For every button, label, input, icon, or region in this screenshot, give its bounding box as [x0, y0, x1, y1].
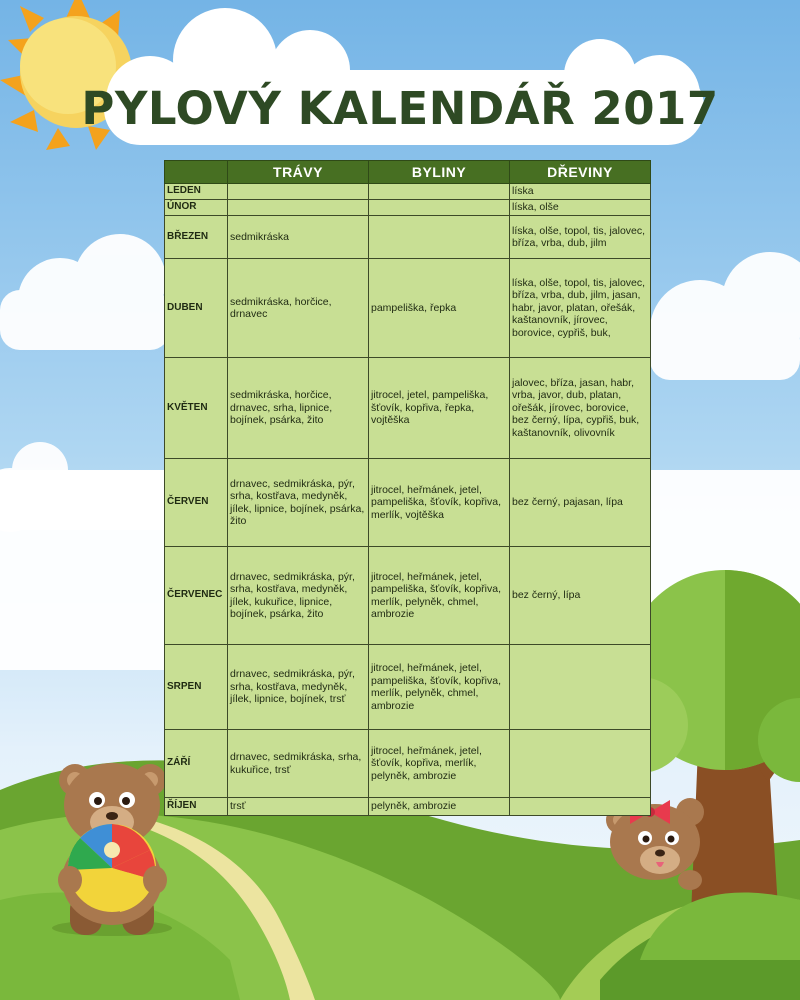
table-row — [165, 798, 651, 816]
month-cell: ČERVEN — [165, 459, 228, 547]
dreviny-cell — [510, 730, 651, 798]
dreviny-cell — [510, 798, 651, 816]
byliny-cell — [369, 200, 510, 216]
header-travy: TRÁVY — [228, 161, 369, 184]
header-byliny: BYLINY — [369, 161, 510, 184]
pollen-calendar-table — [164, 160, 651, 816]
table-row — [165, 730, 651, 798]
table-row — [165, 547, 651, 645]
table-row — [165, 459, 651, 547]
dreviny-cell: bez černý, pajasan, lípa — [510, 459, 651, 547]
byliny-cell: pelyněk, ambrozie — [369, 798, 510, 816]
byliny-cell: jitrocel, heřmánek, jetel, pampeliška, šťovík, kopřiva, merlík, pelyněk, chmel, ambrozie — [369, 547, 510, 645]
month-cell: ČERVENEC — [165, 547, 228, 645]
travy-cell: trsť — [228, 798, 369, 816]
byliny-cell: jitrocel, heřmánek, jetel, pampeliška, šťovík, kopřiva, merlík, pelyněk, chmel, ambrozie — [369, 645, 510, 730]
travy-cell: drnavec, sedmikráska, pýr, srha, kostřava, medyněk, jílek, kukuřice, lipnice, bojínek, psárka, žito — [228, 547, 369, 645]
travy-cell: drnavec, sedmikráska, srha, kukuřice, trsť — [228, 730, 369, 798]
table-row — [165, 645, 651, 730]
month-cell: KVĚTEN — [165, 358, 228, 459]
travy-cell — [228, 200, 369, 216]
table-row — [165, 358, 651, 459]
table-header-row — [165, 161, 651, 184]
travy-cell: sedmikráska — [228, 216, 369, 259]
byliny-cell: jitrocel, heřmánek, jetel, pampeliška, šťovík, kopřiva, merlík, vojtěška — [369, 459, 510, 547]
month-cell: ŘÍJEN — [165, 798, 228, 816]
dreviny-cell: líska, olše, topol, tis, jalovec, bříza, vrba, dub, jilm, jasan, habr, javor, platan, ořešák, kaštanovník, jírovec, borovice, cypřiš, buk, — [510, 259, 651, 358]
month-cell: DUBEN — [165, 259, 228, 358]
table-row — [165, 200, 651, 216]
month-cell: ZÁŘÍ — [165, 730, 228, 798]
byliny-cell — [369, 184, 510, 200]
month-cell: ÚNOR — [165, 200, 228, 216]
byliny-cell: jitrocel, jetel, pampeliška, šťovík, kopřiva, řepka, vojtěška — [369, 358, 510, 459]
travy-cell: sedmikráska, horčice, drnavec, srha, lipnice, bojínek, psárka, žito — [228, 358, 369, 459]
travy-cell: drnavec, sedmikráska, pýr, srha, kostřava, medyněk, jílek, lipnice, bojínek, psárka, žito — [228, 459, 369, 547]
month-cell: SRPEN — [165, 645, 228, 730]
byliny-cell: pampeliška, řepka — [369, 259, 510, 358]
dreviny-cell: líska — [510, 184, 651, 200]
dreviny-cell: líska, olše — [510, 200, 651, 216]
byliny-cell: jitrocel, heřmánek, jetel, šťovík, kopřiva, merlík, pelyněk, ambrozie — [369, 730, 510, 798]
month-cell: BŘEZEN — [165, 216, 228, 259]
dreviny-cell: líska, olše, topol, tis, jalovec, bříza, vrba, dub, jilm — [510, 216, 651, 259]
header-month — [165, 161, 228, 184]
table-row — [165, 259, 651, 358]
dreviny-cell: jalovec, bříza, jasan, habr, vrba, javor, dub, platan, ořešák, jírovec, borovice, bez černý, lípa, cypřiš, buk, kaštanovník, olivovník — [510, 358, 651, 459]
page-title: PYLOVÝ KALENDÁŘ 2017 — [81, 82, 719, 135]
travy-cell — [228, 184, 369, 200]
dreviny-cell: bez černý, lípa — [510, 547, 651, 645]
travy-cell: drnavec, sedmikráska, pýr, srha, kostřava, medyněk, jílek, lipnice, bojínek, trsť — [228, 645, 369, 730]
byliny-cell — [369, 216, 510, 259]
header-dreviny: DŘEVINY — [510, 161, 651, 184]
month-cell: LEDEN — [165, 184, 228, 200]
table-row — [165, 216, 651, 259]
table-row — [165, 184, 651, 200]
travy-cell: sedmikráska, horčice, drnavec — [228, 259, 369, 358]
dreviny-cell — [510, 645, 651, 730]
